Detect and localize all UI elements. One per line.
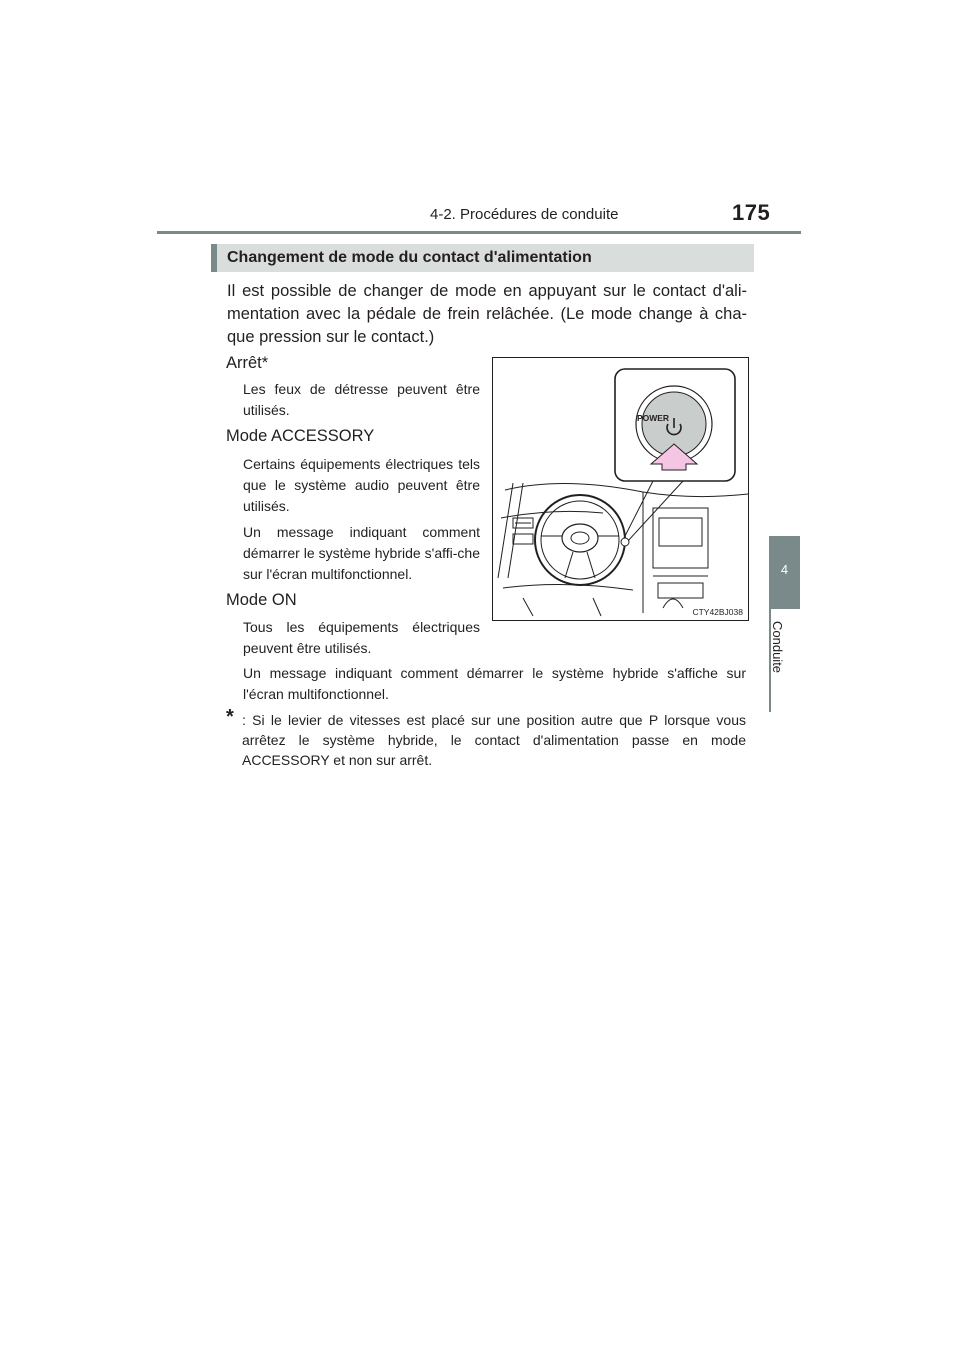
- mode-off-title: Arrêt*: [226, 354, 269, 372]
- footnote: [226, 706, 746, 770]
- section-heading-text: Changement de mode du contact d'alimentation: [227, 249, 592, 266]
- power-button-label: POWER: [636, 413, 670, 423]
- chapter-label: Conduite: [770, 621, 785, 674]
- dashboard-illustration: [493, 358, 748, 620]
- header-divider: [157, 231, 801, 234]
- mode-accessory-desc: Certains équipements électriques tels que le système audio peuvent être utilisés.: [243, 456, 480, 514]
- mode-accessory-title: Mode ACCESSORY: [226, 427, 375, 445]
- mode-on-desc: Tous les équipements électriques peuvent être utilisés.: [243, 619, 480, 656]
- mode-on-note: Un message indiquant comment démarrer le système hybride s'affiche sur l'écran multifonctionnel.: [243, 665, 746, 702]
- dashboard-figure: [492, 357, 749, 621]
- mode-off-desc: Les feux de détresse peuvent être utilisés.: [243, 381, 480, 418]
- power-switch-location-icon: [621, 538, 629, 546]
- footnote-marker: *: [226, 706, 234, 728]
- section-heading: [211, 244, 754, 272]
- header-section-title: 4-2. Procédures de conduite: [430, 206, 619, 223]
- chapter-tab[interactable]: [769, 536, 800, 609]
- intro-paragraph: Il est possible de changer de mode en appuyant sur le contact d'ali-mentation avec la pédale de frein relâchée. (Le mode change à cha-que pression sur le contact.): [227, 282, 747, 346]
- page-number: 175: [732, 200, 771, 225]
- mode-on-title: Mode ON: [226, 591, 297, 609]
- mode-accessory-note: Un message indiquant comment démarrer le système hybride s'affi-che sur l'écran multifonctionnel.: [243, 524, 480, 582]
- steering-wheel-icon: [535, 495, 625, 585]
- figure-code: CTY42BJ038: [692, 607, 743, 617]
- footnote-text: : Si le levier de vitesses est placé sur une position autre que P lorsque vous arrêtez le système hybride, le contact d'alimentation passe en mode ACCESSORY et non sur arrêt.: [242, 712, 746, 768]
- chapter-number: 4: [780, 562, 789, 577]
